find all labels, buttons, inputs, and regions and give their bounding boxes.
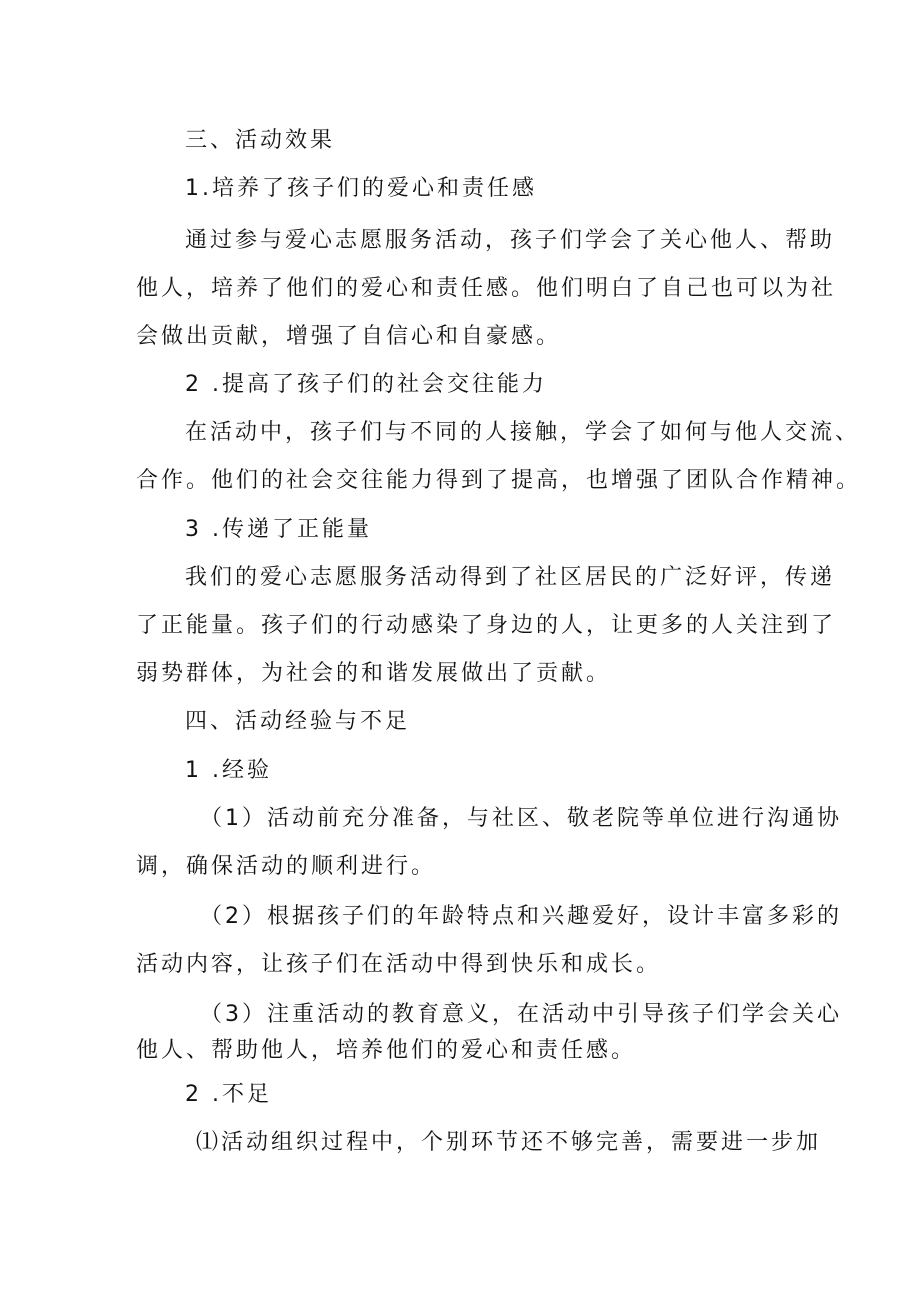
section-heading-experience-shortcomings: 四、活动经验与不足 [185,709,411,734]
list-item-line: 他人、帮助他人，培养他们的爱心和责任感。 [136,1038,637,1063]
subheading-social-skills: 2 .提高了孩子们的社会交往能力 [185,372,547,397]
subheading-positive-energy: 3 .传递了正能量 [185,517,372,542]
section-heading-activity-results: 三、活动效果 [185,128,336,153]
paragraph-line: 弱势群体，为社会的和谐发展做出了贡献。 [136,661,612,686]
paragraph-line: 在活动中，孩子们与不同的人接触，学会了如何与他人交流、 [185,420,861,445]
list-item-line: 活动内容，让孩子们在活动中得到快乐和成长。 [136,952,662,977]
paragraph-line: 通过参与爱心志愿服务活动，孩子们学会了关心他人、帮助 [185,228,836,253]
paragraph-line: 我们的爱心志愿服务活动得到了社区居民的广泛好评，传递 [185,565,836,590]
list-item-line: ⑴活动组织过程中，个别环节还不够完善，需要进一步加 [196,1130,822,1155]
paragraph-line: 合作。他们的社会交往能力得到了提高，也增强了团队合作精神。 [136,468,862,493]
list-item-line: （2）根据孩子们的年龄特点和兴趣爱好，设计丰富多彩的 [200,904,842,929]
list-item-line: （3）注重活动的教育意义，在活动中引导孩子们学会关心 [200,1002,842,1027]
list-item-line: 调，确保活动的顺利进行。 [136,854,437,879]
paragraph-line: 了正能量。孩子们的行动感染了身边的人，让更多的人关注到了 [136,613,837,638]
subheading-cultivate-love-responsibility: 1.培养了孩子们的爱心和责任感 [185,176,537,201]
subheading-experience: 1 .经验 [185,758,272,783]
subheading-shortcomings: 2 .不足 [185,1082,272,1107]
paragraph-line: 会做出贡献，增强了自信心和自豪感。 [136,324,562,349]
list-item-line: （1）活动前充分准备，与社区、敬老院等单位进行沟通协 [200,806,842,831]
paragraph-line: 他人，培养了他们的爱心和责任感。他们明白了自己也可以为社 [136,276,837,301]
